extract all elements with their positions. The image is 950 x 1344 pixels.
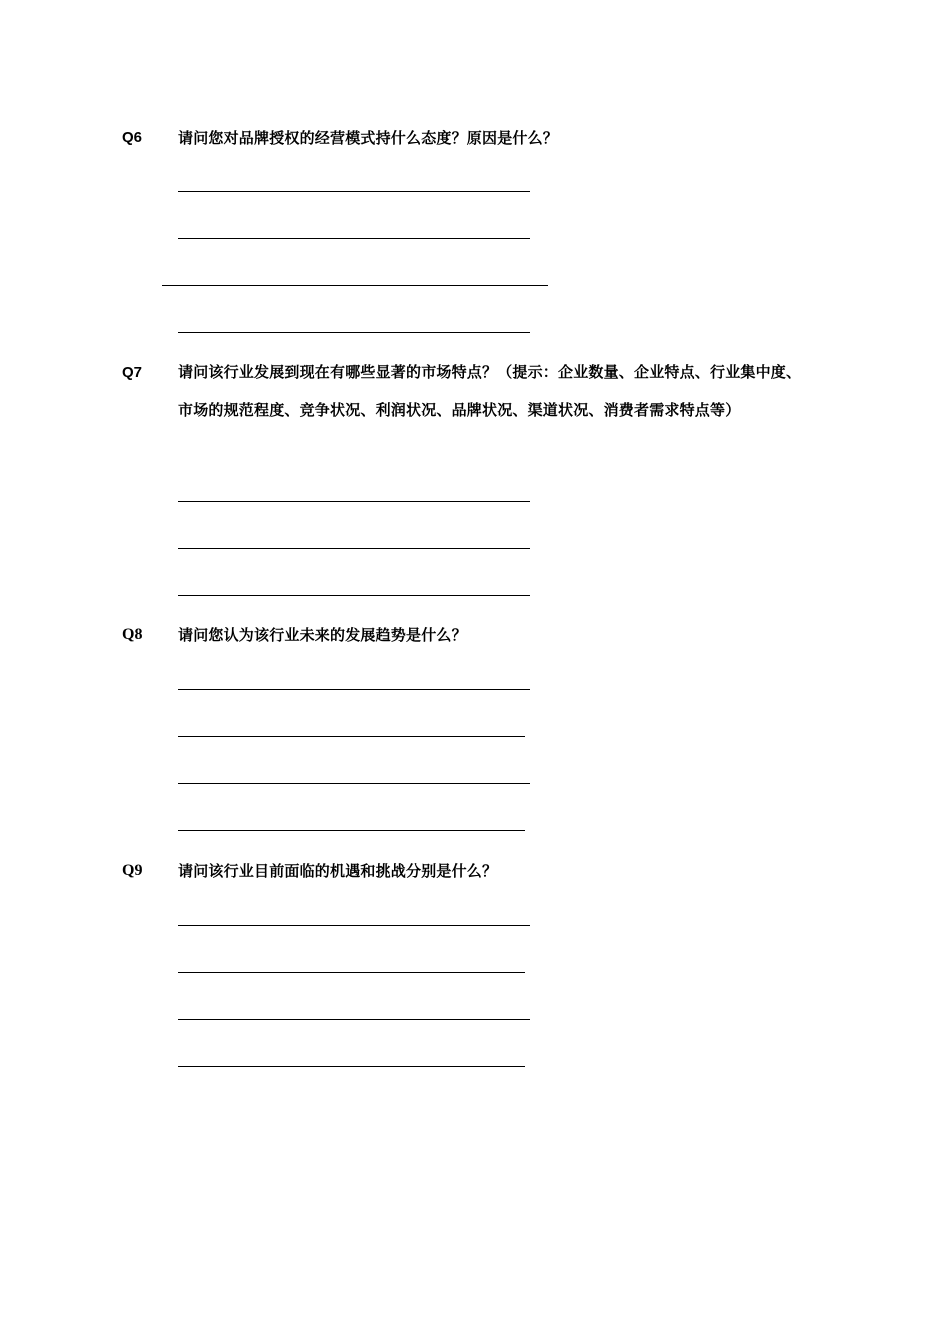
answer-line[interactable]: [178, 595, 530, 596]
answer-line[interactable]: [162, 285, 548, 286]
question-text: 请问该行业发展到现在有哪些显著的市场特点？（提示：企业数量、企业特点、行业集中度、市场的规范程度、竞争状况、利润状况、品牌状况、渠道状况、消费者需求特点等）: [178, 363, 802, 419]
answer-line[interactable]: [178, 548, 530, 549]
answer-line[interactable]: [178, 972, 525, 973]
answer-line[interactable]: [178, 1066, 525, 1067]
answer-line[interactable]: [178, 501, 530, 502]
answer-line[interactable]: [178, 1019, 530, 1020]
answer-line[interactable]: [178, 332, 530, 333]
question-text: 请问您对品牌授权的经营模式持什么态度？原因是什么？: [178, 129, 559, 147]
question-number: Q9: [122, 862, 143, 879]
answer-line[interactable]: [178, 925, 530, 926]
answer-line[interactable]: [178, 736, 525, 737]
question-number: Q8: [122, 626, 143, 643]
question-text: 请问您认为该行业未来的发展趋势是什么？: [178, 626, 467, 644]
answer-line[interactable]: [178, 830, 525, 831]
answer-line[interactable]: [178, 191, 530, 192]
question-text: 请问该行业目前面临的机遇和挑战分别是什么？: [178, 862, 498, 880]
answer-line[interactable]: [178, 783, 530, 784]
question-number: Q6: [122, 129, 143, 146]
answer-line[interactable]: [178, 238, 530, 239]
question-number: Q7: [122, 364, 143, 381]
answer-line[interactable]: [178, 689, 530, 690]
